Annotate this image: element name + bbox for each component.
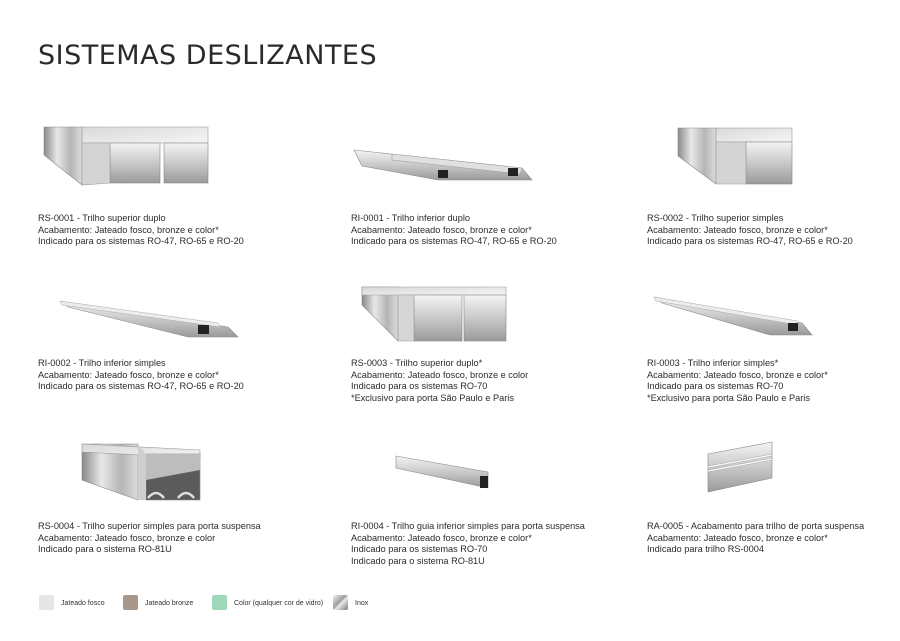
swatch-inox — [333, 595, 348, 610]
rs-0001-image — [42, 125, 212, 190]
ri-0003-image — [652, 293, 822, 343]
product-line: Indicado para trilho RS-0004 — [647, 544, 764, 555]
product-line: Indicado para os sistemas RO-47, RO-65 e RO-20 — [38, 236, 244, 247]
product-code: RI-0004 - Trilho guia inferior simples para porta suspensa — [351, 521, 585, 531]
product-line: *Exclusivo para porta São Paulo e Paris — [351, 392, 514, 403]
product-line: Indicado para os sistemas RO-70 — [351, 381, 488, 392]
product-line: Indicado para os sistemas RO-70 — [647, 381, 784, 392]
legend-label: Inox — [355, 600, 369, 607]
product-line: Acabamento: Jateado fosco, bronze e color* — [38, 369, 219, 380]
product-line: Acabamento: Jateado fosco, bronze e color* — [351, 224, 532, 235]
product-code: RS-0003 - Trilho superior duplo* — [351, 358, 483, 368]
swatch-jateado-fosco — [39, 595, 54, 610]
legend-label: Jateado bronze — [145, 600, 194, 607]
product-code: RS-0001 - Trilho superior duplo — [38, 213, 166, 223]
ra-0005-image — [706, 440, 786, 510]
product-line: Indicado para o sistema RO-81U — [38, 544, 172, 555]
product-line: Acabamento: Jateado fosco, bronze e color* — [647, 532, 828, 543]
product-code: RS-0002 - Trilho superior simples — [647, 213, 784, 223]
product-line: Indicado para o sistema RO-81U — [351, 555, 485, 566]
ri-0001-image — [352, 140, 537, 200]
rs-0004-image — [78, 440, 218, 510]
product-code: RA-0005 - Acabamento para trilho de porta suspensa — [647, 521, 865, 531]
rs-0003-image — [358, 285, 518, 345]
product-line: Acabamento: Jateado fosco, bronze e color* — [647, 369, 828, 380]
product-line: Acabamento: Jateado fosco, bronze e color* — [647, 224, 828, 235]
product-line: *Exclusivo para porta São Paulo e Paris — [647, 392, 810, 403]
product-line: Acabamento: Jateado fosco, bronze e color* — [351, 532, 532, 543]
ri-0004-image — [394, 454, 504, 504]
legend-label: Jateado fosco — [61, 600, 105, 607]
product-line: Acabamento: Jateado fosco, bronze e color — [351, 369, 529, 380]
product-code: RI-0001 - Trilho inferior duplo — [351, 213, 470, 223]
product-line: Indicado para os sistemas RO-70 — [351, 544, 488, 555]
page-title: SISTEMAS DESLIZANTES — [38, 40, 378, 71]
product-line: Indicado para os sistemas RO-47, RO-65 e RO-20 — [351, 236, 557, 247]
swatch-jateado-bronze — [123, 595, 138, 610]
product-line: Indicado para os sistemas RO-47, RO-65 e RO-20 — [38, 381, 244, 392]
ri-0002-image — [58, 293, 243, 343]
legend-label: Color (qualquer cor de vidro) — [234, 600, 324, 607]
product-line: Indicado para os sistemas RO-47, RO-65 e RO-20 — [647, 236, 853, 247]
rs-0002-image — [676, 126, 806, 191]
product-code: RS-0004 - Trilho superior simples para porta suspensa — [38, 521, 261, 531]
product-code: RI-0002 - Trilho inferior simples — [38, 358, 166, 368]
swatch-color — [212, 595, 227, 610]
product-line: Acabamento: Jateado fosco, bronze e color — [38, 532, 216, 543]
product-line: Acabamento: Jateado fosco, bronze e color* — [38, 224, 219, 235]
product-code: RI-0003 - Trilho inferior simples* — [647, 358, 779, 368]
